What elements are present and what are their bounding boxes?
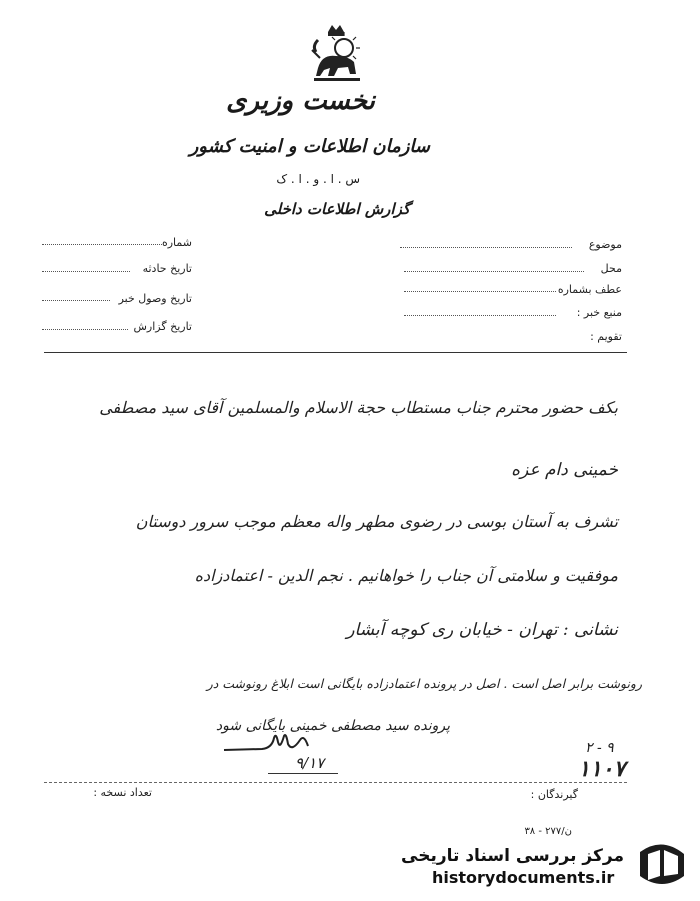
letter-line-2: خمینی دام عزه xyxy=(511,460,618,480)
letter-line-4: موفقیت و سلامتی آن جناب را خواهانیم . نجم الدین - اعتمادزاده xyxy=(194,566,618,585)
location-label: محل xyxy=(600,262,622,275)
header-separator xyxy=(44,352,627,353)
subject-label: موضوع xyxy=(588,238,622,251)
letter-line-6: رونوشت برابر اصل است . اصل در پرونده اعتمادزاده بایگانی است ابلاغ رونوشت در xyxy=(206,676,642,691)
lion-and-sun-emblem xyxy=(308,22,364,84)
incident-date-line xyxy=(42,271,130,272)
subject-line xyxy=(400,247,572,248)
signature-date: ۹/۱۷ xyxy=(295,754,325,772)
copies-label: تعداد نسخه : xyxy=(93,786,152,799)
footer-separator xyxy=(44,782,627,783)
report-date-line xyxy=(42,329,128,330)
incident-date-label: تاریخ حادثه xyxy=(142,262,192,275)
letter-line-5: نشانی : تهران - خیابان ری کوچه آبشار xyxy=(346,620,618,640)
file-number-top: ۲ - ۹ xyxy=(585,740,614,756)
watermark-url: historydocuments.ir xyxy=(432,868,615,887)
signature xyxy=(222,730,312,756)
report-date-label: تاریخ گزارش xyxy=(133,320,192,333)
organization-title: سازمان اطلاعات و امنیت کشور xyxy=(189,136,430,157)
letter-line-1: بکف حضور محترم جناب مستطاب حجة الاسلام والمسلمین آقای سید مصطفی xyxy=(99,398,618,417)
watermark-logo-icon xyxy=(634,836,690,892)
number-label: شماره xyxy=(161,236,192,249)
form-code: ن/۲۷۷ - ۳۸ xyxy=(524,826,572,837)
letter-line-3: تشرف به آستان بوسی در رضوی مطهر واله معظم موجب سرور دوستان xyxy=(135,512,618,531)
organization-code: س . ا . و . ا . ک xyxy=(276,172,360,186)
file-number: ۱۱۰۷ xyxy=(578,756,626,782)
receipt-date-label: تاریخ وصول خبر xyxy=(118,292,192,305)
reference-number-line xyxy=(404,291,556,292)
report-type-title: گزارش اطلاعات داخلی xyxy=(264,200,410,218)
location-line xyxy=(404,271,584,272)
recipients-label: گیرندگان : xyxy=(530,788,578,801)
calendar-label: تقویم : xyxy=(590,330,622,343)
signature-date-underline xyxy=(268,773,338,774)
number-line xyxy=(42,244,162,245)
source-line xyxy=(404,315,556,316)
office-title: نخست وزیری xyxy=(226,86,375,116)
reference-number-label: عطف بشماره xyxy=(557,283,622,296)
watermark-name: مرکز بررسی اسناد تاریخی xyxy=(401,846,624,866)
receipt-date-line xyxy=(42,300,110,301)
letter-line-7: پرونده سید مصطفی خمینی بایگانی شود xyxy=(215,718,450,734)
source-label: منبع خبر : xyxy=(576,306,622,319)
